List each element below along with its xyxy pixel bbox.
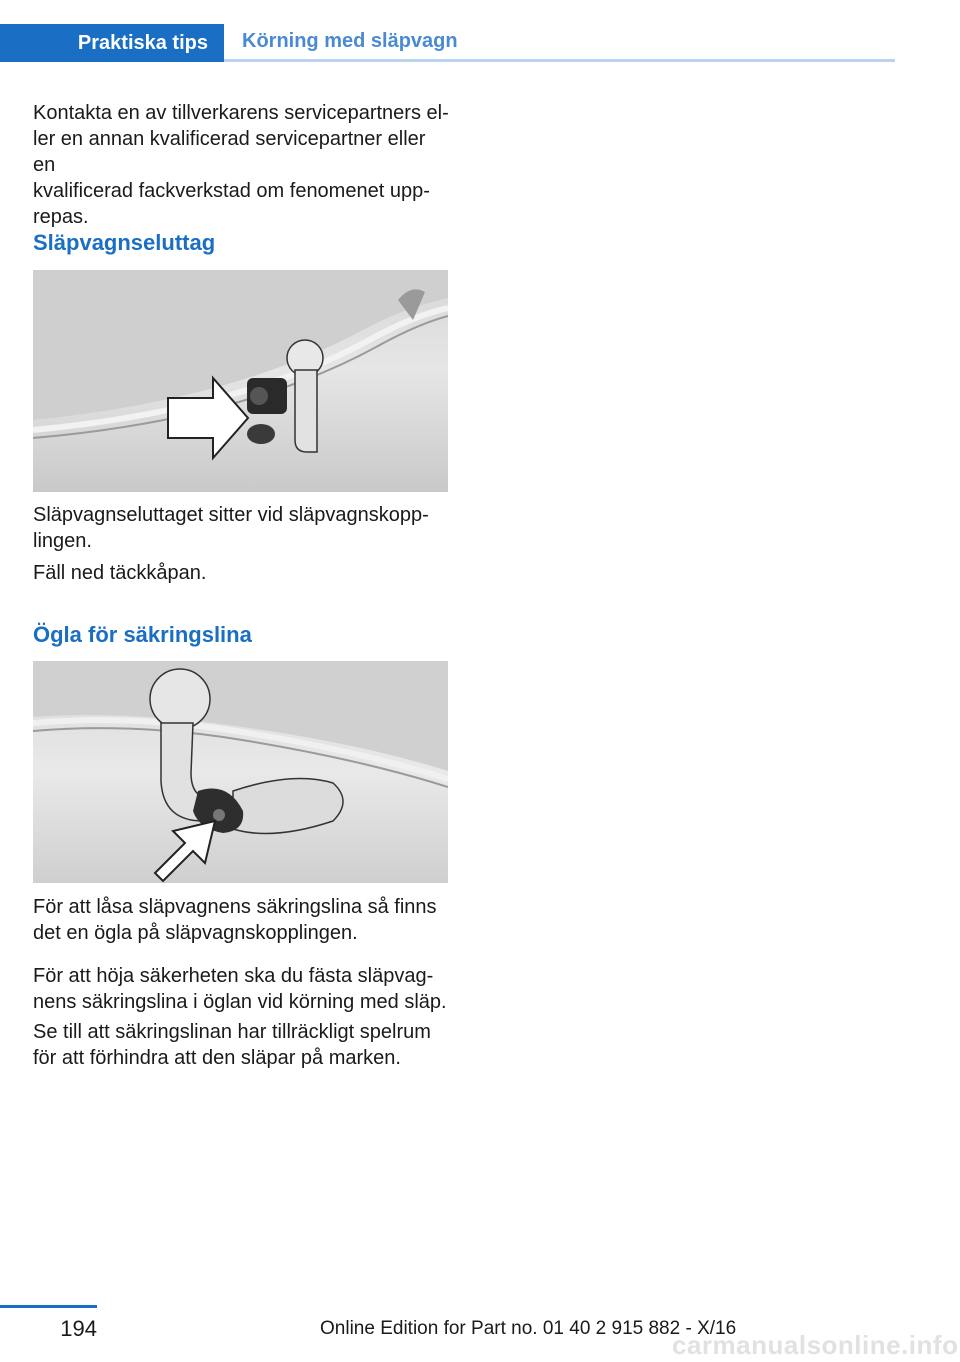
footer-divider (0, 1305, 97, 1308)
header-bar (0, 24, 895, 62)
socket-cover-text: Fäll ned täckkåpan. (33, 562, 207, 584)
topic-tab[interactable]: Körning med släpvagn (224, 24, 895, 62)
text-line: Släpvagnseluttaget sitter vid släpvagnskopp‐ (33, 504, 429, 526)
text-line: repas. (33, 206, 89, 228)
eyelet-usage-text (33, 963, 453, 1015)
eyelet-clearance-text (33, 1019, 453, 1071)
text-line: För att låsa släpvagnens säkringslina så finns (33, 896, 437, 918)
text-line: Se till att säkringslinan har tillräckligt spelrum (33, 1021, 431, 1043)
safety-eyelet-illustration (33, 661, 448, 883)
text-line: För att höja säkerheten ska du fästa släpvag‐ (33, 965, 434, 987)
socket-heading: Släpvagnseluttag (33, 230, 216, 255)
text-line: för att förhindra att den släpar på marken. (33, 1047, 401, 1069)
intro-paragraph (33, 100, 453, 230)
socket-location-text (33, 502, 453, 554)
eyelet-purpose-text (33, 894, 453, 946)
watermark: carmanualsonline.info (672, 1330, 959, 1360)
text-line: kvalificerad fackverkstad om fenomenet upp‐ (33, 180, 430, 202)
page-number: 194 (60, 1316, 97, 1341)
section-tab[interactable]: Praktiska tips (0, 24, 224, 62)
text-line: det en ögla på släpvagnskopplingen. (33, 922, 358, 944)
text-line: ler en annan kvalificerad servicepartner eller en (33, 128, 426, 176)
text-line: lingen. (33, 530, 92, 552)
edition-text: Online Edition for Part no. 01 40 2 915 882 - X/16 (320, 1318, 737, 1339)
trailer-socket-illustration (33, 270, 448, 492)
text-line: Kontakta en av tillverkarens servicepartners el‐ (33, 102, 449, 124)
text-line: nens säkringslina i öglan vid körning med släp. (33, 991, 447, 1013)
eyelet-heading: Ögla för säkringslina (33, 622, 252, 647)
